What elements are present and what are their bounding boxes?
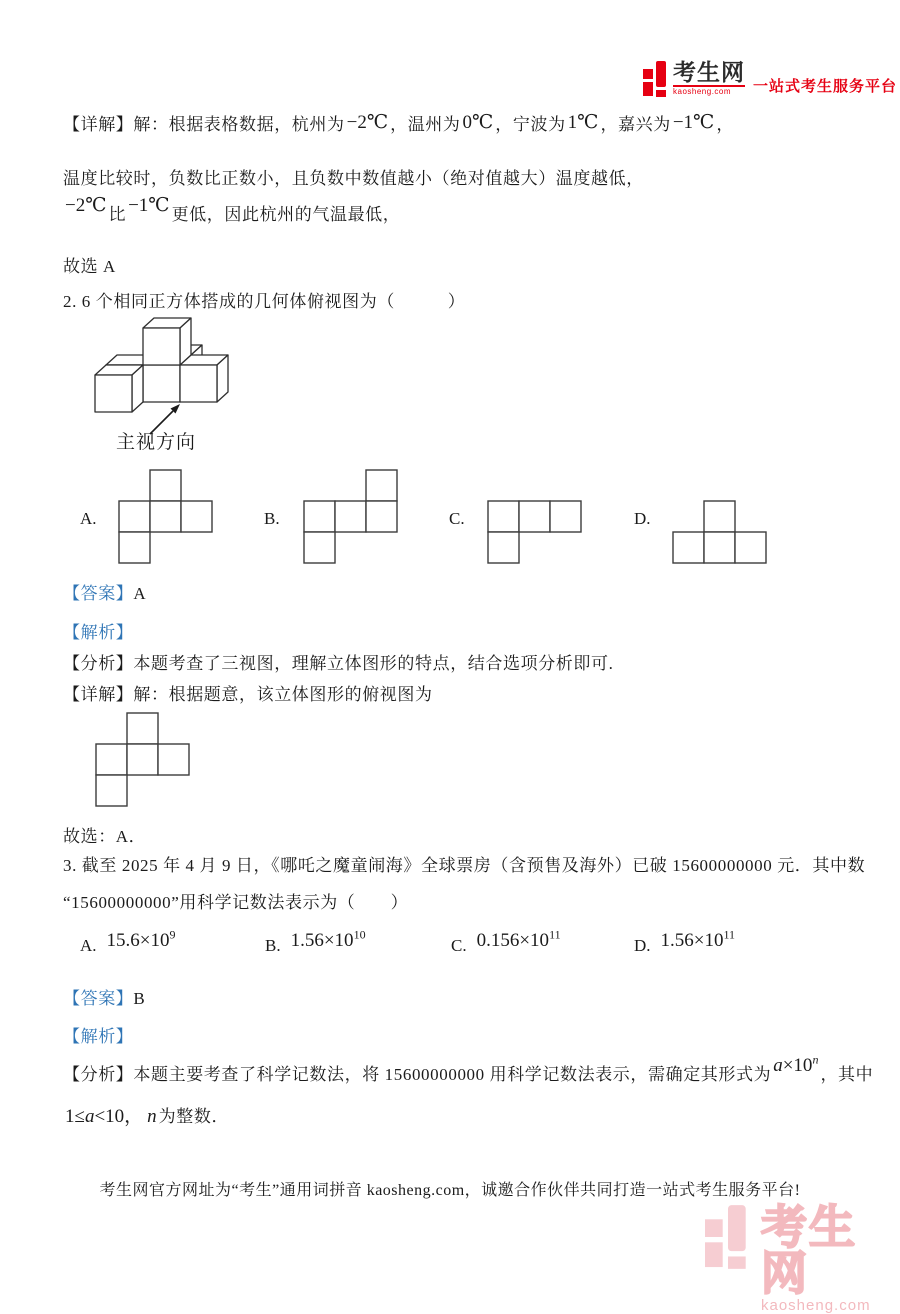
q2-detail-label: 【详解】: [63, 685, 134, 704]
q3-option-A-value: $15.6\times 10^9$: [106, 928, 176, 952]
q3-condition-formula: 1≤a<10，: [65, 1106, 144, 1127]
q3-analysis-label: 【分析】: [63, 1065, 134, 1084]
q3-l2-rest: 为整数．: [158, 1107, 230, 1126]
q3-option-C-value: $0.156\times 10^{11}$: [476, 928, 561, 952]
option-grid-A: [118, 469, 215, 566]
q1-l3-mid: 比: [108, 205, 127, 224]
q3-option-A: [80, 928, 176, 956]
q2-analysis-header: 【解析】: [63, 623, 134, 642]
q3-option-A-label: A.: [80, 936, 97, 956]
q1-detail-line: [63, 110, 734, 136]
q1-line3: [63, 195, 401, 226]
q3-option-D-value: $1.56\times 10^{11}$: [660, 928, 736, 952]
q2-option-label-B: B.: [264, 509, 280, 528]
footer-watermark: [705, 1201, 900, 1314]
q2-detail-text: 解：根据题意，该立体图形的俯视图为: [133, 685, 433, 704]
q2-answer-value: A: [133, 584, 147, 603]
brand-name: 考生网: [673, 59, 745, 85]
q3-analysis-pre: 本题主要考查了科学记数法，将 15600000000 用科学记数法表示，需确定其形式为: [133, 1065, 772, 1084]
option-grid-D: [672, 500, 769, 597]
q3-option-D-label: D.: [634, 936, 651, 956]
q1-conclusion: 故选 A: [63, 257, 116, 276]
q3-stem-line1: 3. 截至 2025 年 4 月 9 日，《哪吒之魔童闹海》全球票房（含预售及海外）已破 15600000000 元．其中数: [63, 856, 866, 875]
q3-option-D: [634, 928, 736, 956]
q2-conclusion: 故选：A．: [63, 827, 147, 846]
q1-temp-hangzhou: −2℃: [346, 112, 389, 133]
q2-analysis-line: [63, 649, 613, 674]
header-logo: [643, 61, 897, 97]
watermark-logo-icon: [705, 1204, 751, 1270]
q3-answer-value: B: [133, 989, 146, 1008]
q3-stem-line2: “15600000000”用科学记数法表示为（ ）: [63, 893, 409, 912]
q3-n-var: n: [147, 1106, 157, 1127]
q1-temp-jiaxing: −1℃: [672, 112, 715, 133]
watermark-domain: kaosheng.com: [761, 1297, 871, 1314]
q1-temp-wenzhou: 0℃: [462, 112, 494, 133]
q3-answer-label: 【答案】: [63, 989, 134, 1008]
q3-analysis-line2: [63, 1101, 229, 1128]
q3-option-C: [451, 928, 561, 956]
q2-analysis-label: 【分析】: [63, 654, 134, 673]
q2-answer-line: [63, 579, 146, 604]
q3-analysis-line: [63, 1052, 874, 1086]
q3-analysis-header: 【解析】: [63, 1027, 134, 1046]
q3-option-C-label: C.: [451, 936, 467, 956]
q1-detail-label: 【详解】: [63, 115, 134, 134]
q1-l3-temp1: −2℃: [65, 195, 107, 216]
q2-option-label-A: A.: [80, 509, 97, 528]
q3-answer-line: [63, 984, 145, 1009]
q2-analysis-text: 本题考查了三视图，理解立体图形的特点，结合选项分析即可.: [133, 654, 614, 673]
q1-seg1: 解：根据表格数据，杭州为: [133, 115, 345, 134]
brand-domain: kaosheng.com: [673, 85, 745, 96]
q1-seg4: ，嘉兴为: [600, 115, 671, 134]
q2-option-label-D: D.: [634, 509, 651, 528]
q2-stem: 2. 6 个相同正方体搭成的几何体俯视图为（ ）: [63, 292, 466, 311]
solution-grid: [95, 712, 192, 809]
q2-detail-line: [63, 680, 433, 705]
q3-option-B: [265, 928, 366, 956]
q1-l3-temp2: −1℃: [128, 195, 170, 216]
sci-notation-formula: $a\times 10^n$: [773, 1052, 819, 1076]
q2-option-label-C: C.: [449, 509, 465, 528]
brand-tagline: 一站式考生服务平台: [753, 78, 898, 95]
q1-line2: 温度比较时，负数比正数小，且负数中数值越小（绝对值越大）温度越低，: [63, 169, 644, 188]
q1-seg5: ，: [716, 115, 734, 134]
option-grid-C: [487, 500, 584, 597]
q1-l3-rest: 更低，因此杭州的气温最低，: [171, 205, 401, 224]
q1-seg2: ，温州为: [390, 115, 461, 134]
q3-option-B-value: $1.56\times 10^{10}$: [290, 928, 366, 952]
q3-analysis-post: ，其中: [820, 1065, 874, 1084]
q3-option-B-label: B.: [265, 936, 281, 956]
footer-note: 考生网官方网址为“考生”通用词拼音 kaosheng.com，诚邀合作伙伴共同打造一站式考生服务平台!: [99, 1182, 801, 1199]
brand-block: [673, 61, 745, 96]
q2-answer-label: 【答案】: [63, 584, 134, 603]
view-direction-caption: 主视方向: [116, 432, 197, 453]
q1-temp-ningbo: 1℃: [567, 112, 599, 133]
watermark-text: [761, 1201, 900, 1314]
watermark-brand: 考生网: [761, 1201, 857, 1299]
q1-seg3: ，宁波为: [495, 115, 566, 134]
kaosheng-logo-icon: [643, 61, 669, 97]
option-grid-B: [303, 469, 400, 566]
